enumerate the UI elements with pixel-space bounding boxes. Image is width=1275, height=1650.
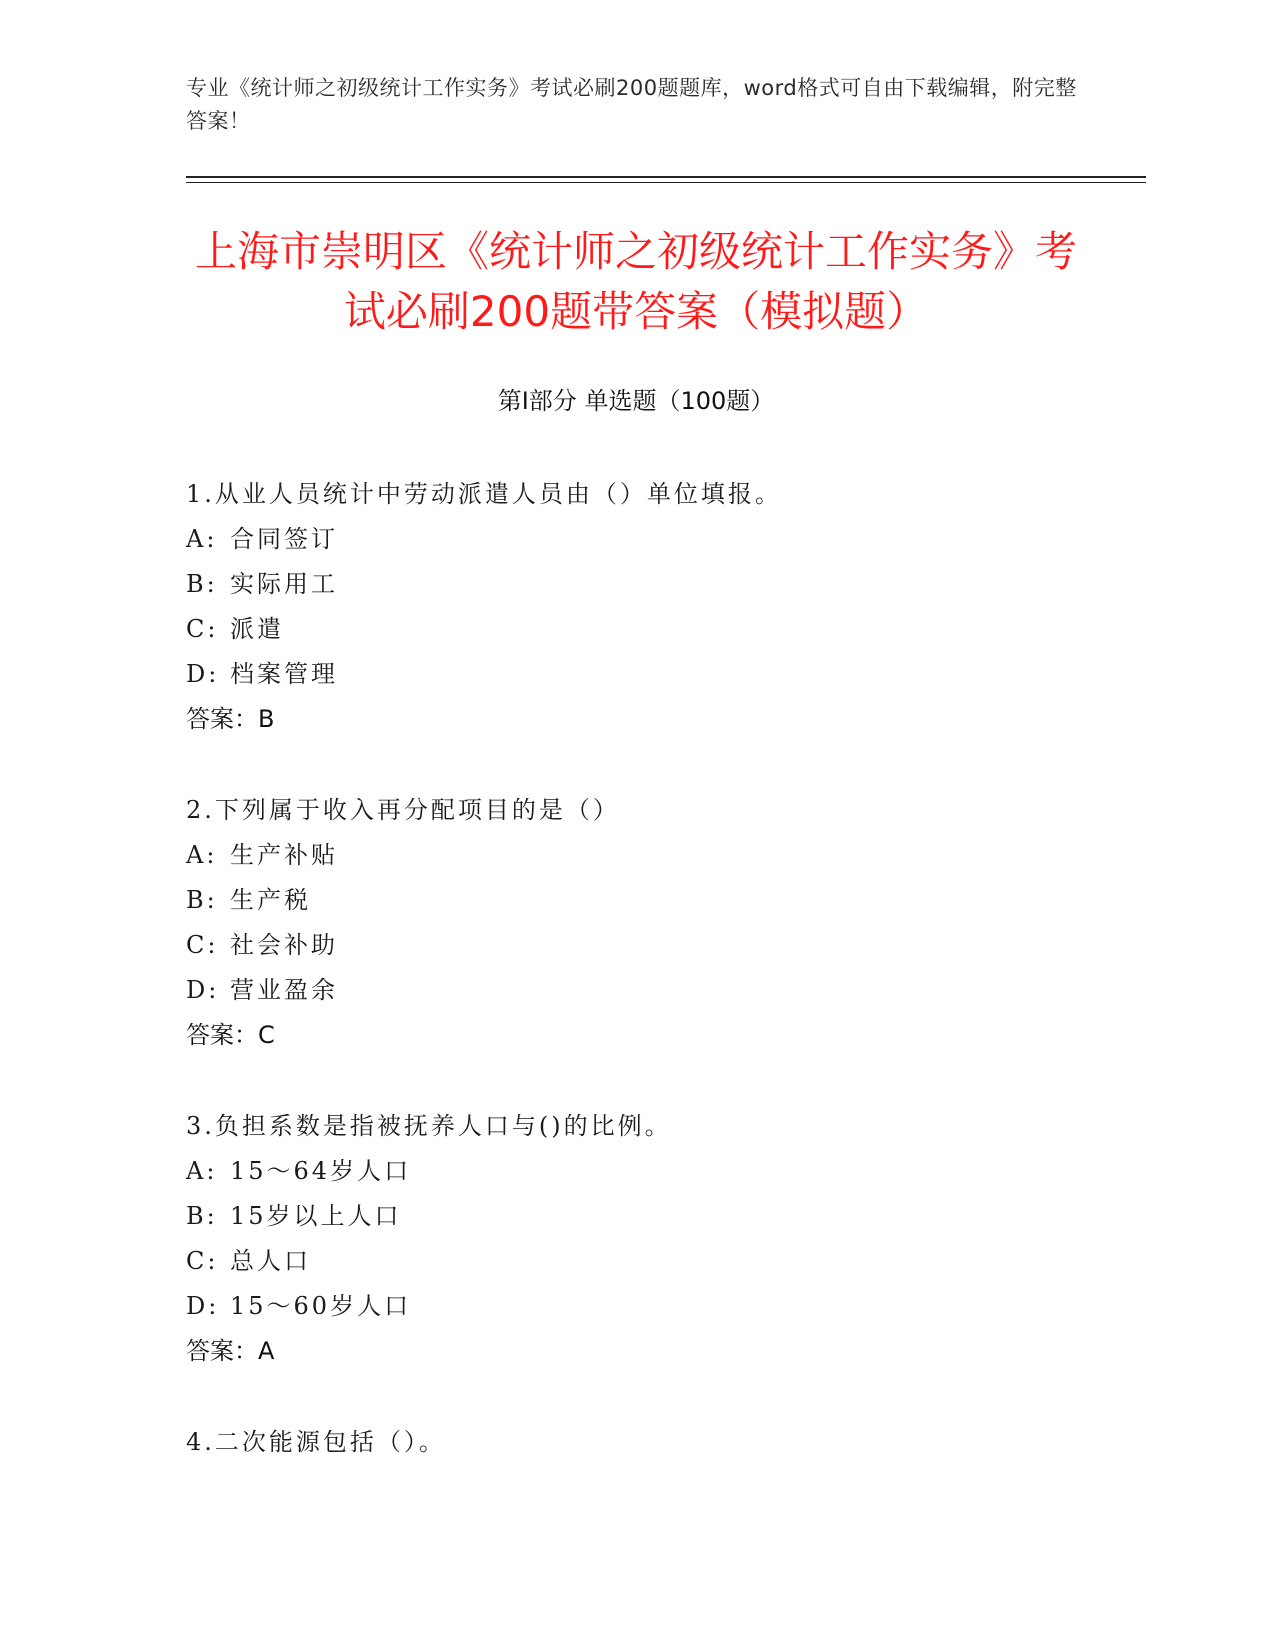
option-b (186, 1194, 1086, 1239)
section-heading: 第I部分 单选题（100题） (497, 387, 775, 415)
option-letter: D: (186, 976, 220, 1004)
option-text: 生产税 (230, 886, 311, 914)
option-text: 生产补贴 (230, 841, 338, 869)
option-text: 实际用工 (230, 570, 338, 598)
option-text: 派遣 (230, 615, 284, 643)
question-stem: 4.二次能源包括（）。 (186, 1428, 446, 1456)
option-text: 社会补助 (230, 931, 338, 959)
option-letter: D: (186, 1292, 220, 1320)
question-list (186, 472, 1086, 1511)
question-2 (186, 788, 1086, 1058)
question-3 (186, 1104, 1086, 1374)
option-d (186, 652, 1086, 697)
option-text: 总人口 (230, 1247, 311, 1275)
option-c (186, 607, 1086, 652)
option-d (186, 968, 1086, 1013)
answer-line: 答案：C (186, 1021, 275, 1049)
option-letter: A: (186, 1157, 218, 1185)
option-text: 15岁以上人口 (230, 1202, 402, 1230)
option-b (186, 562, 1086, 607)
answer-line: 答案：B (186, 705, 275, 733)
option-letter: B: (186, 570, 218, 598)
option-letter: B: (186, 1202, 218, 1230)
document-title: 上海市崇明区《统计师之初级统计工作实务》考试必刷200题带答案（模拟题） (194, 227, 1077, 336)
option-c (186, 1239, 1086, 1284)
header-divider-thick (186, 176, 1146, 178)
question-1 (186, 472, 1086, 742)
question-4 (186, 1420, 1086, 1465)
option-a (186, 833, 1086, 878)
question-stem: 3.负担系数是指被抚养人口与()的比例。 (186, 1112, 672, 1140)
option-letter: A: (186, 841, 218, 869)
option-letter: C: (186, 1247, 219, 1275)
question-stem: 1.从业人员统计中劳动派遣人员由（）单位填报。 (186, 480, 782, 508)
option-a (186, 1149, 1086, 1194)
option-b (186, 878, 1086, 923)
option-d (186, 1284, 1086, 1329)
option-text: 合同签订 (230, 525, 338, 553)
header-note: 专业《统计师之初级统计工作实务》考试必刷200题题库，word格式可自由下载编辑，附完整答案！ (186, 76, 1077, 133)
question-stem: 2.下列属于收入再分配项目的是（） (186, 796, 620, 824)
option-text: 15～60岁人口 (230, 1292, 412, 1320)
option-letter: D: (186, 660, 220, 688)
answer-line: 答案：A (186, 1337, 275, 1365)
option-letter: C: (186, 931, 219, 959)
option-letter: A: (186, 525, 218, 553)
option-letter: B: (186, 886, 218, 914)
option-text: 档案管理 (230, 660, 338, 688)
header-divider-thin (186, 182, 1146, 183)
option-a (186, 517, 1086, 562)
option-text: 15～64岁人口 (230, 1157, 412, 1185)
option-text: 营业盈余 (230, 976, 338, 1004)
option-c (186, 923, 1086, 968)
option-letter: C: (186, 615, 219, 643)
